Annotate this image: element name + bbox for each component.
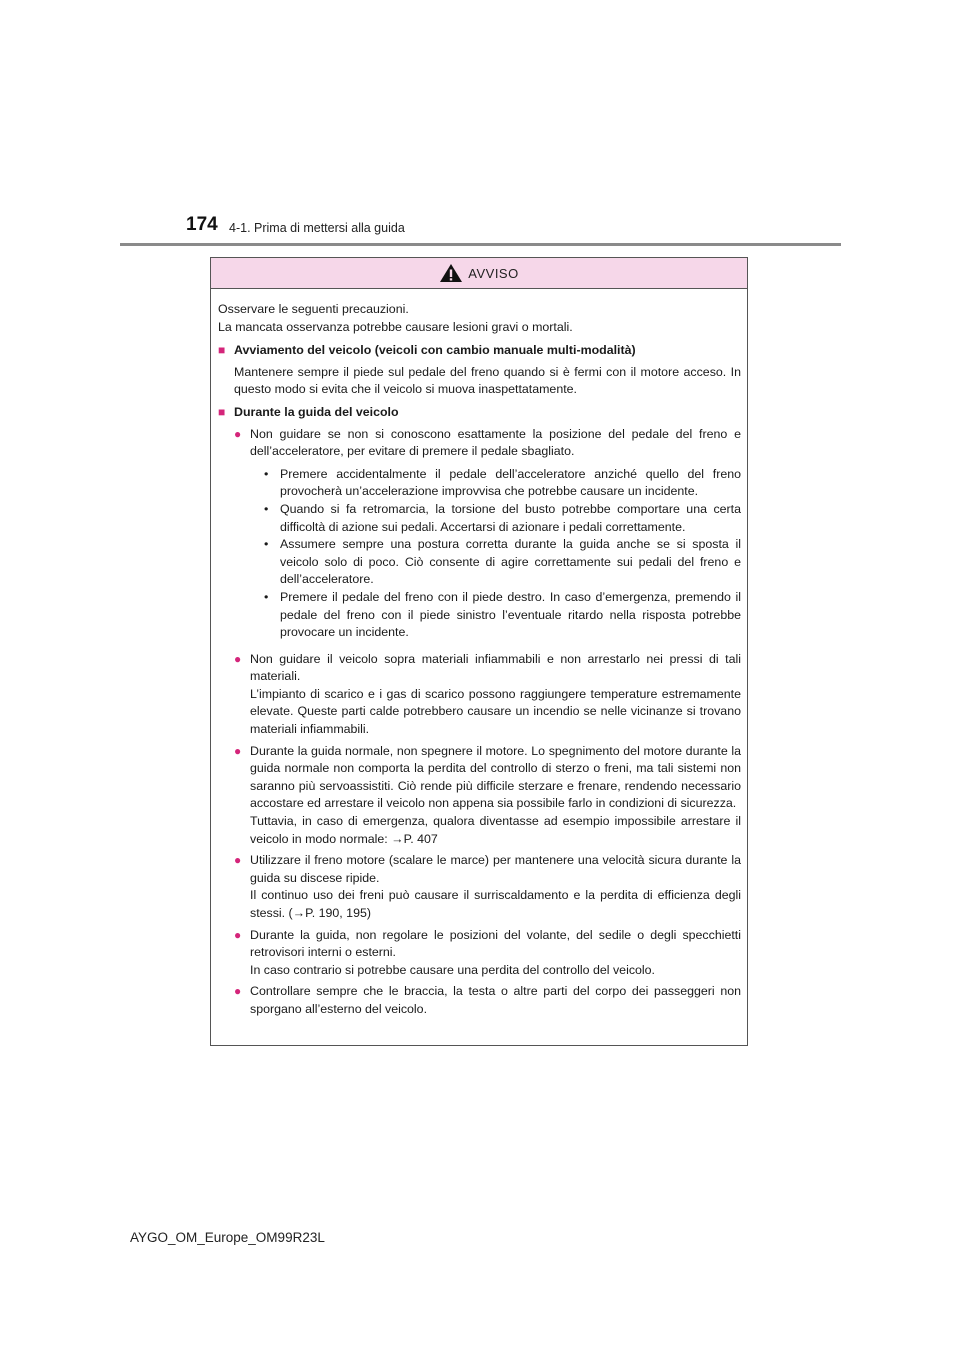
- sub-list-item: [250, 466, 741, 501]
- bullet-text: Utilizzare il freno motore (scalare le marce) per mantenere una velocità sicura durante la guida su discese ripide.: [250, 853, 741, 885]
- list-item: [234, 927, 741, 980]
- section-heading-text: Avviamento del veicolo (veicoli con cambio manuale multi-modalità): [234, 343, 636, 358]
- warning-title: AVVISO: [468, 265, 519, 281]
- dot-bullet-icon: •: [264, 537, 269, 552]
- bullet-text: Controllare sempre che le braccia, la testa o altre parti del corpo dei passeggeri non sporgano all’esterno del veicolo.: [250, 984, 741, 1016]
- section-heading-text: Durante la guida del veicolo: [234, 404, 399, 419]
- intro-line: La mancata osservanza potrebbe causare lesioni gravi o mortali.: [218, 319, 573, 334]
- sub-list-item: [250, 501, 741, 536]
- bullet-text: L’impianto di scarico e i gas di scarico possono raggiungere temperature estremamente elevate. Queste parti calde potrebbero causare un incendio se nelle vicinanze si trovano materiali infiammabili.: [250, 686, 741, 737]
- bullet-text: Durante la guida, non regolare le posizioni del volante, del sedile o degli specchietti retrovisori interni o esterni.: [250, 927, 741, 960]
- warning-intro: [218, 301, 741, 336]
- dot-bullet-icon: •: [264, 466, 269, 481]
- section-driving: [218, 404, 741, 1019]
- dot-bullet-icon: •: [264, 589, 269, 604]
- bullet-text: Il continuo uso dei freni può causare il surriscaldamento e la perdita di efficienza degli stessi. (→P. 190, 195): [250, 888, 741, 920]
- circle-bullet-icon: ●: [234, 651, 242, 666]
- circle-bullet-icon: ●: [234, 984, 242, 999]
- page-number: 174: [186, 214, 218, 235]
- list-item: [234, 651, 741, 739]
- sub-list: [250, 466, 741, 642]
- circle-bullet-icon: ●: [234, 927, 242, 942]
- circle-bullet-icon: ●: [234, 426, 242, 441]
- section-title: 4-1. Prima di mettersi alla guida: [229, 221, 405, 235]
- sub-list-item: [250, 589, 741, 642]
- warning-header: [211, 258, 747, 289]
- list-item: [234, 426, 741, 647]
- sub-item-text: Assumere sempre una postura corretta durante la guida anche se si sposta il veicolo solo di poco. Ciò consente di agire correttamente sui pedali del freno e dell’acceleratore.: [280, 537, 741, 587]
- document-code: AYGO_OM_Europe_OM99R23L: [130, 1230, 325, 1245]
- intro-line: Osservare le seguenti precauzioni.: [218, 302, 409, 316]
- sub-list-item: [250, 536, 741, 589]
- circle-bullet-icon: ●: [234, 743, 242, 758]
- warning-body: [211, 289, 747, 1019]
- bullet-text: Non guidare se non si conoscono esattamente la posizione del pedale del freno e dell’acceleratore, per evitare di premere il pedale sbagliato.: [250, 426, 741, 459]
- list-item: [234, 983, 741, 1018]
- bullet-text: Tuttavia, in caso di emergenza, qualora diventasse ad esempio impossibile arrestare il veicolo in modo normale: →P. 407: [250, 814, 741, 846]
- section-starting: [218, 342, 741, 399]
- bullet-text: In caso contrario si potrebbe causare una perdita del controllo del veicolo.: [250, 962, 656, 977]
- warning-box: [210, 257, 748, 1046]
- square-bullet-icon: ■: [218, 343, 226, 358]
- bullet-text: Non guidare il veicolo sopra materiali infiammabili e non arrestarlo nei pressi di tali materiali.: [250, 651, 741, 684]
- section-heading: [218, 342, 741, 360]
- square-bullet-icon: ■: [218, 404, 226, 419]
- sub-item-text: Quando si fa retromarcia, la torsione del busto potrebbe comportare una certa difficoltà di azione sui pedali. Accertarsi di azionare i pedali correttamente.: [280, 501, 741, 534]
- list-item: [234, 743, 741, 849]
- bullet-text: Durante la guida normale, non spegnere il motore. Lo spegnimento del motore durante la guida normale non comporta la perdita del controllo di sterzo o freni, ma tali sistemi non saranno più servoassistiti. Ciò rende più difficile sterzare e frenare, rendendo necessario accostare ed arrestare il veicolo non appena sia possibile farlo in condizioni di sicurezza.: [250, 743, 741, 811]
- dot-bullet-icon: •: [264, 501, 269, 516]
- sub-item-text: Premere il pedale del freno con il piede destro. In caso d’emergenza, premendo il pedale del freno con il piede sinistro l’eventuale ritardo nella risposta potrebbe provocare un incidente.: [280, 589, 741, 640]
- section-heading: [218, 404, 741, 422]
- warning-triangle-icon: [439, 263, 463, 283]
- circle-bullet-icon: ●: [234, 853, 242, 868]
- sub-item-text: Premere accidentalmente il pedale dell’acceleratore anziché quello del freno provocherà un’accelerazione improvvisa che potrebbe causare un incidente.: [280, 466, 741, 499]
- header-rule: [120, 243, 841, 246]
- list-item: [234, 852, 741, 922]
- section-text: Mantenere sempre il piede sul pedale del freno quando si è fermi con il motore acceso. In questo modo si evita che il veicolo si muova inaspettatamente.: [234, 364, 741, 397]
